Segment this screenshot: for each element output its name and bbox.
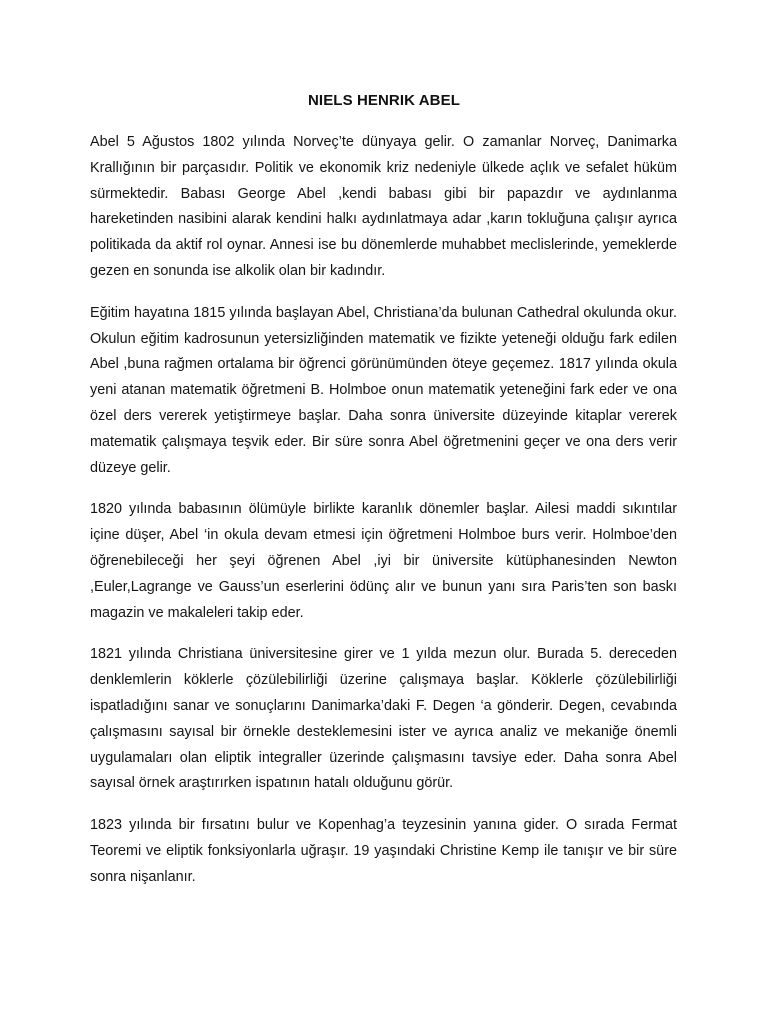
document-body — [90, 130, 677, 907]
paragraph-1820: 1820 yılında babasının ölümüyle birlikte karanlık dönemler başlar. Ailesi maddi sıkıntılar içine düşer, Abel ‘in okula devam etmesi için öğretmeni Holmboe burs verir. Holmboe’den öğrenebileceği her şeyi öğrenen Abel ,iyi bir üniversite kütüphanesinden Newton ,Euler,Lagrange ve Gauss’un eserlerini ödünç alır ve bunun yanı sıra Paris’ten son baskı magazin ve makaleleri takip eder. — [90, 501, 677, 621]
paragraph-1821: 1821 yılında Christiana üniversitesine girer ve 1 yılda mezun olur. Burada 5. dereceden denklemlerin köklerle çözülebilirliği üzerine çalışmaya başlar. Köklerle çözülebilirliği ispatladığını sanar ve sonuçlarını Danimarka’daki F. Degen ‘a gönderir. Degen, cevabında çalışmasını sayısal bir örnekle desteklemesini ister ve ayrıca analiz ve mekaniğe önemli uygulamaları olan eliptik integraller üzerinde çalışmasını tavsiye eder. Daha sonra Abel sayısal örnek araştırırken ispatının hatalı olduğunu görür. — [90, 646, 677, 792]
paragraph-education: Eğitim hayatına 1815 yılında başlayan Abel, Christiana’da bulunan Cathedral okulunda okur. Okulun eğitim kadrosunun yetersizliğinden matematik ve fizikte yeteneği olduğu fark edilen Abel ,buna rağmen ortalama bir öğrenci görünümünden öteye geçemez. 1817 yılında okula yeni atanan matematik öğretmeni B. Holmboe onun matematik yeteneğini fark eder ve ona özel ders vererek yetiştirmeye başlar. Daha sonra üniversite düzeyinde kitaplar vererek matematik çalışmaya teşvik eder. Bir süre sonra Abel öğretmenini geçer ve ona ders verir düzeye gelir. — [90, 304, 677, 476]
paragraph-birth: Abel 5 Ağustos 1802 yılında Norveç’te dünyaya gelir. O zamanlar Norveç, Danimarka Krallığının bir parçasıdır. Politik ve ekonomik kriz nedeniyle ülkede açlık ve sefalet hüküm sürmektedir. Babası George Abel ,kendi babası gibi bir papazdır ve aydınlanma hareketinden nasibini alarak kendini halkı aydınlatmaya adar ,karın tokluğuna çalışır ayrıca politikada da aktif rol oynar. Annesi ise bu dönemlerde muhabbet meclislerinde, yemeklerde gezen en sonunda ise alkolik olan bir kadındır. — [90, 134, 677, 279]
paragraph-1823: 1823 yılında bir fırsatını bulur ve Kopenhag’a teyzesinin yanına gider. O sırada Fermat Teoremi ve eliptik fonksiyonlarla uğraşır. 19 yaşındaki Christine Kemp ile tanışır ve bir süre sonra nişanlanır. — [90, 817, 677, 885]
document-title: NIELS HENRIK ABEL — [308, 92, 460, 109]
